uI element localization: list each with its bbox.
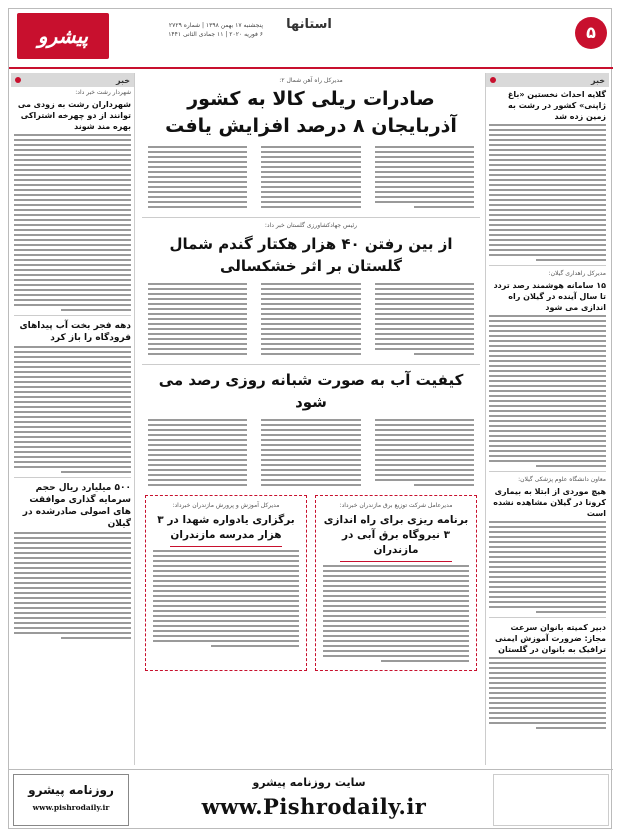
- story2-body: [145, 281, 477, 360]
- middle-section: [139, 73, 483, 765]
- left-column: [11, 73, 135, 765]
- left-story1-body: [14, 134, 131, 311]
- box-right-kicker: مدیرعامل شرکت توزیع برق مازندران خبرداد:: [339, 502, 453, 509]
- right-story1-headline: گلایه احداث نخستین «باغ ژاپنی» کشور در رشت به زمین زده شد: [507, 90, 606, 121]
- story2-headline: از بین رفتن ۴۰ هزار هکتار گندم شمال گلستان بر اثر خشکسالی: [169, 235, 453, 275]
- right-news-bar: [486, 73, 609, 87]
- right-story1-body: [489, 124, 606, 261]
- bullet-icon: [15, 77, 21, 83]
- section-title: استانها: [286, 17, 332, 32]
- right-story4-headline: دبیر کمیته بانوان سرعت مجاز: ضرورت آموزش ایمنی ترافیک به بانوان در گلستان: [494, 623, 606, 654]
- lead-story-body: [145, 144, 477, 213]
- box-left-headline: برگزاری یادواره شهدا در ۳ هزار مدرسه مازندران: [157, 514, 295, 541]
- footer-website-link[interactable]: www.Pishrodaily.ir: [201, 794, 427, 819]
- right-story3-body: [489, 521, 606, 613]
- newspaper-page: [8, 8, 612, 829]
- footer-logo-box: [13, 774, 129, 826]
- footer-logo-url[interactable]: www.pishrodaily.ir: [32, 803, 110, 812]
- boxed-stories: [145, 495, 477, 671]
- story2-kicker: رئیس جهادکشاورزی گلستان خبر داد:: [264, 222, 358, 229]
- left-news-label: خبر: [115, 75, 130, 85]
- box-left-kicker: مدیرکل آموزش و پرورش مازندران خبرداد:: [172, 502, 280, 509]
- right-story2-headline: ۱۵ سامانه هوشمند رصد تردد تا سال آینده در گیلان راه اندازی می شود: [493, 281, 606, 312]
- story3-body: [145, 417, 477, 491]
- left-story1-headline: شهرداران رشت به زودی می توانند از دو چهرخه اشتراکی بهره مند شوند: [17, 100, 131, 131]
- lead-story-kicker: مدیرکل راه آهن شمال ۲:: [279, 77, 343, 84]
- left-story2-headline: دهه فجر بخت آب پیداهای فرودگاه را باز کرد: [19, 321, 131, 343]
- right-news-label: خبر: [590, 75, 605, 85]
- right-story3-headline: هیچ موردی از ابتلا به بیماری کرونا در گیلان مشاهده نشده است: [493, 487, 606, 518]
- bullet-icon: [490, 77, 496, 83]
- right-story2-kicker: مدیرکل راهداری گیلان:: [548, 270, 606, 277]
- left-story1-kicker: شهردار رشت خبر داد:: [75, 89, 131, 96]
- page-number: ۵: [575, 17, 607, 49]
- story3-headline: کیفیت آب به صورت شبانه روزی رصد می شود: [158, 371, 464, 411]
- box-right-headline: برنامه ریزی برای راه اندازی ۳ نیروگاه برق آبی در مازندران: [323, 514, 469, 556]
- lead-story-headline: صادرات ریلی کالا به کشور آذربایجان ۸ درصد افزایش یافت: [165, 88, 457, 137]
- issue-date: [113, 21, 263, 39]
- footer-site-label: سایت روزنامه پیشرو: [252, 776, 366, 789]
- newspaper-logo: پیشرو: [17, 13, 109, 59]
- issue-date-line-2: ۶ فوریه ۲۰۲۰ | ۱۱ جمادی الثانی ۱۴۴۱: [168, 31, 263, 38]
- footer-right-box: [493, 774, 609, 826]
- right-story4-body: [489, 657, 606, 729]
- left-story2-body: [14, 346, 131, 473]
- right-column: [485, 73, 609, 765]
- page-footer: [9, 769, 613, 830]
- right-story2-body: [489, 315, 606, 467]
- left-story3-headline: ۵۰۰ میلیارد ریال حجم سرمایه گذاری موافقت های اصولی صادرشده در گیلان: [22, 483, 131, 529]
- box-story-right: [315, 495, 477, 671]
- box-story-left: [145, 495, 307, 671]
- page-header: [9, 9, 613, 69]
- footer-logo-title: روزنامه پیشرو: [28, 783, 114, 797]
- issue-date-line-1: پنجشنبه ۱۷ بهمن ۱۳۹۸ | شماره ۲۷۲۹: [168, 22, 263, 29]
- right-story3-kicker: معاون دانشگاه علوم پزشکی گیلان:: [518, 476, 606, 483]
- left-story3-body: [14, 532, 131, 639]
- left-news-bar: [11, 73, 134, 87]
